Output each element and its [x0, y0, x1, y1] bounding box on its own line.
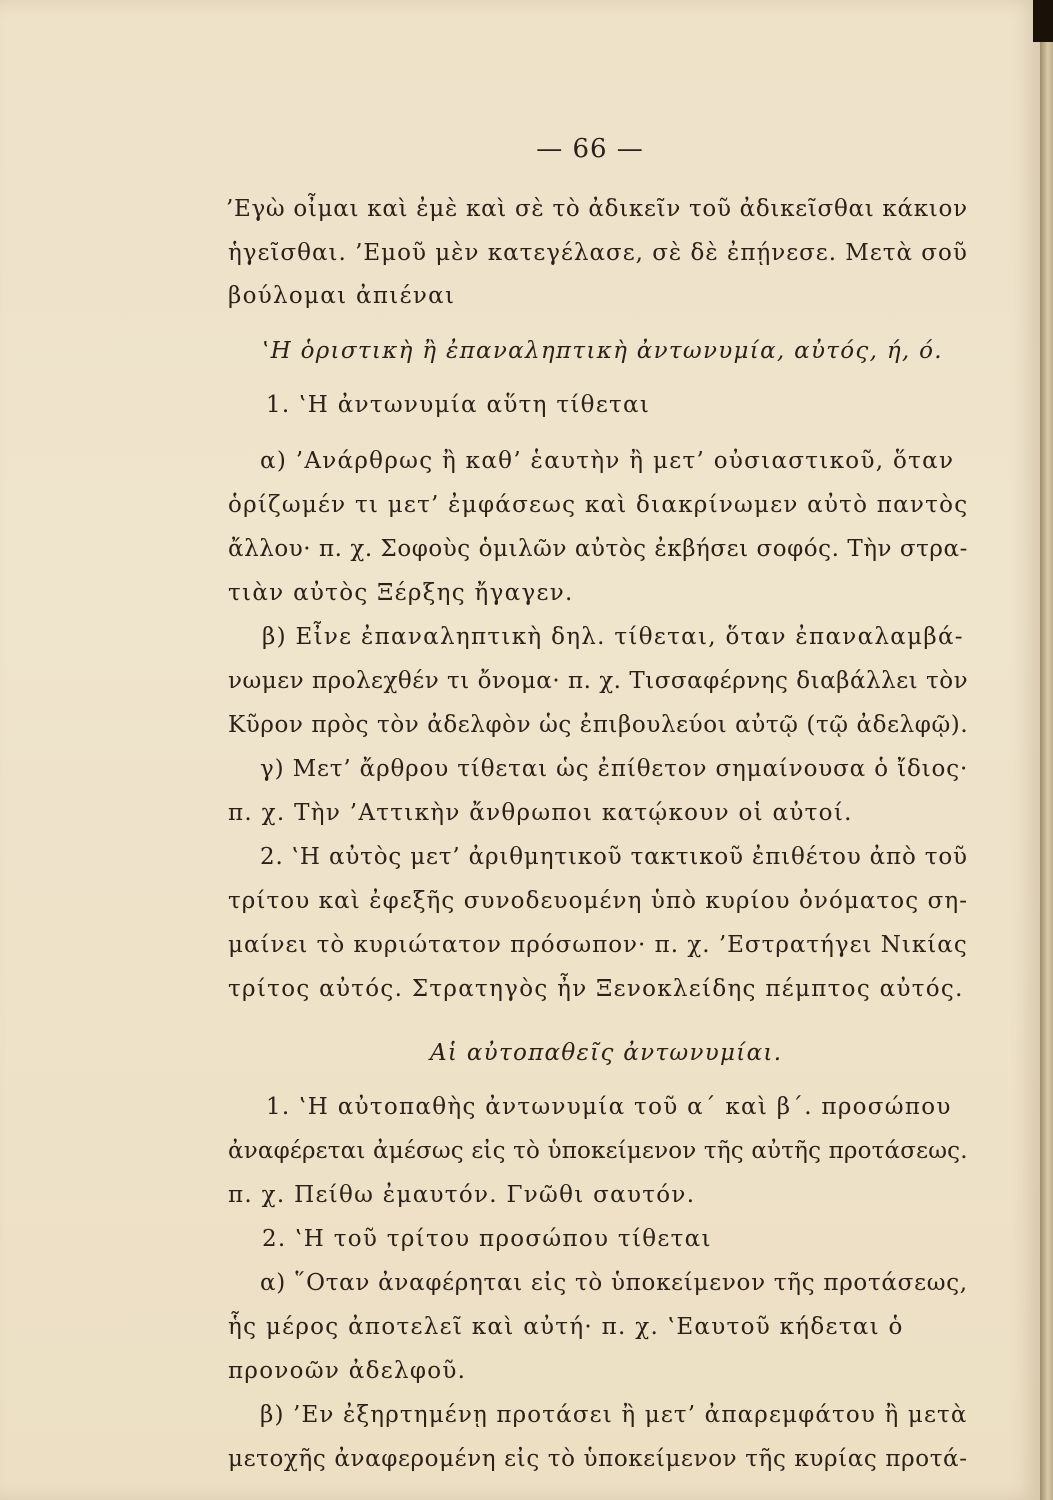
text-line: ἀναφέρεται ἀμέσως εἰς τὸ ὑποκείμενον τῆς αὐτῆς προτάσεως. — [228, 1138, 968, 1164]
text-line: 2. ‛Η τοῦ τρίτου προσώπου τίθεται — [262, 1226, 712, 1252]
text-line: α) ’Ανάρθρως ἢ καθ’ ἑαυτὴν ἢ μετ’ οὐσιαστικοῦ, ὅταν — [260, 448, 955, 474]
text-line: ἡγεῖσθαι. ’Εμοῦ μὲν κατεγέλασε, σὲ δὲ ἐπῄνεσε. Μετὰ σοῦ — [228, 240, 968, 266]
text-line: τιὰν αὐτὸς Ξέρξης ἤγαγεν. — [228, 580, 574, 606]
page-number: — 66 — — [536, 134, 644, 164]
text-line: ἄλλου· π. χ. Σοφοὺς ὁμιλῶν αὐτὸς ἐκβήσει σοφός. Τὴν στρα- — [228, 536, 968, 562]
text-line: π. χ. Τὴν ’Αττικὴν ἄνθρωποι κατῴκουν οἱ αὐτοί. — [228, 800, 853, 826]
text-line: β) Εἶνε ἐπαναληπτικὴ δηλ. τίθεται, ὅταν ἐπαναλαμβά- — [262, 624, 964, 650]
text-line: προνοῶν ἀδελφοῦ. — [228, 1358, 467, 1384]
text-line: ὁρίζωμέν τι μετ’ ἐμφάσεως καὶ διακρίνωμεν αὐτὸ παντὸς — [228, 492, 969, 518]
text-line: Κῦρον πρὸς τὸν ἀδελφὸν ὡς ἐπιβουλεύοι αὐτῷ (τῷ ἀδελφῷ). — [228, 712, 969, 738]
text-line: 2. ‛Η αὐτὸς μετ’ ἀριθμητικοῦ τακτικοῦ ἐπιθέτου ἀπὸ τοῦ — [260, 844, 968, 870]
text-line: π. χ. Πείθω ἐμαυτόν. Γνῶθι σαυτόν. — [228, 1182, 696, 1208]
text-line: α) ῞Οταν ἀναφέρηται εἰς τὸ ὑποκείμενον τῆς προτάσεως, — [260, 1270, 968, 1296]
text-line: γ) Μετ’ ἄρθρου τίθεται ὡς ἐπίθετον σημαίνουσα ὁ ἴδιος· — [260, 756, 969, 782]
text-line: μετοχῆς ἀναφερομένη εἰς τὸ ὑποκείμενον τῆς κυρίας προτά- — [228, 1446, 968, 1472]
text-line: ἧς μέρος ἀποτελεῖ καὶ αὐτή· π. χ. ‛Εαυτοῦ κήδεται ὁ — [228, 1314, 904, 1340]
scan-corner — [1033, 0, 1053, 42]
text-line: ’Εγὼ οἶμαι καὶ ἐμὲ καὶ σὲ τὸ ἀδικεῖν τοῦ ἀδικεῖσθαι κάκιον — [226, 196, 968, 222]
text-line: μαίνει τὸ κυριώτατον πρόσωπον· π. χ. ’Εστρατήγει Νικίας — [228, 932, 968, 958]
text-line: 1. ‛Η ἀντωνυμία αὕτη τίθεται — [266, 392, 651, 418]
section-heading: Αἱ αὐτοπαθεῖς ἀντωνυμίαι. — [430, 1040, 783, 1066]
text-line: β) ’Εν ἐξηρτημένῃ προτάσει ἢ μετ’ ἀπαρεμφάτου ἢ μετὰ — [260, 1402, 968, 1428]
text-line: βούλομαι ἀπιέναι — [228, 283, 456, 309]
text-line: τρίτος αὐτός. Στρατηγὸς ἦν Ξενοκλείδης πέμπτος αὐτός. — [228, 976, 964, 1002]
text-line: τρίτου καὶ ἐφεξῆς συνοδευομένη ὑπὸ κυρίου ὀνόματος ση- — [228, 888, 969, 914]
page-edge — [1040, 0, 1053, 1500]
text-line: νωμεν προλεχθέν τι ὄνομα· π. χ. Τισσαφέρνης διαβάλλει τὸν — [228, 668, 969, 694]
text-line: 1. ‛Η αὐτοπαθὴς ἀντωνυμία τοῦ α΄ καὶ β΄. προσώπου — [266, 1094, 952, 1120]
section-heading: ‛Η ὁριστικὴ ἢ ἐπαναληπτικὴ ἀντωνυμία, αὐτός, ή, ό. — [262, 338, 943, 364]
